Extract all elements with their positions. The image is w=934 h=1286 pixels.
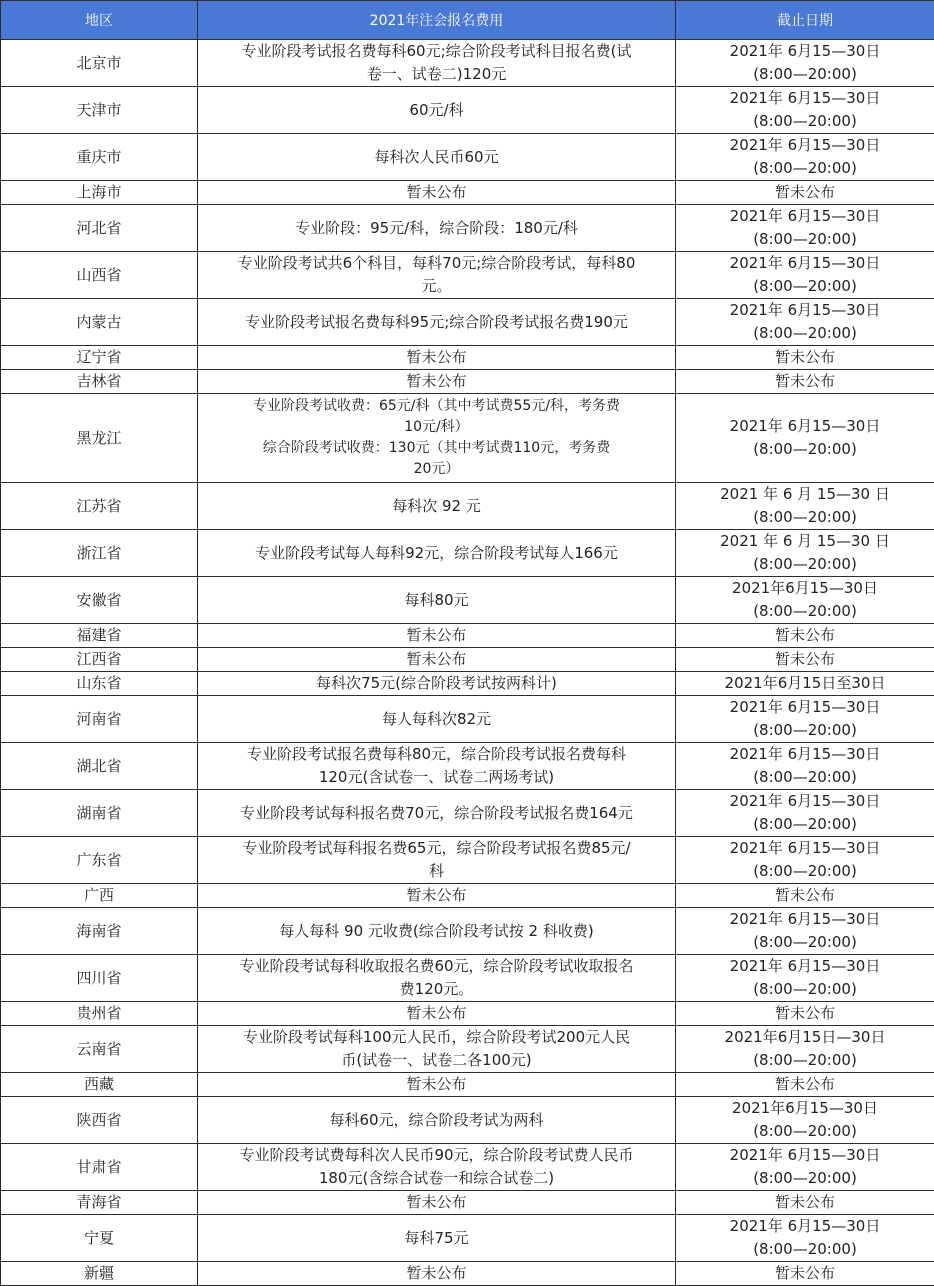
table-row (1, 648, 934, 672)
region-cell: 江苏省 (1, 483, 198, 530)
fee-cell: 每人每科次82元 (198, 696, 676, 743)
fee-cell: 专业阶段考试每科100元人民币，综合阶段考试200元人民 币(试卷一、试卷二各100元) (198, 1026, 676, 1073)
fee-cell: 每科80元 (198, 577, 676, 624)
fee-cell: 暂未公布 (198, 1002, 676, 1026)
deadline-cell: 2021年 6月15—30日 (8:00—20:00) (676, 743, 934, 790)
table-row (1, 837, 934, 884)
region-cell: 河北省 (1, 205, 198, 252)
deadline-cell: 暂未公布 (676, 346, 934, 370)
table-row (1, 394, 934, 483)
fee-cell: 暂未公布 (198, 181, 676, 205)
region-cell: 西藏 (1, 1073, 198, 1097)
table-row (1, 790, 934, 837)
table-row (1, 346, 934, 370)
deadline-cell: 2021年 6月15—30日 (8:00—20:00) (676, 837, 934, 884)
region-cell: 上海市 (1, 181, 198, 205)
deadline-cell: 2021 年 6 月 15—30 日 (8:00—20:00) (676, 530, 934, 577)
fee-cell: 每科75元 (198, 1215, 676, 1262)
region-cell: 山西省 (1, 252, 198, 299)
deadline-cell: 2021年6月15日至30日 (676, 672, 934, 696)
deadline-cell: 2021年 6月15—30日 (8:00—20:00) (676, 40, 934, 87)
fee-cell: 暂未公布 (198, 346, 676, 370)
region-cell: 陕西省 (1, 1097, 198, 1144)
region-cell: 四川省 (1, 955, 198, 1002)
deadline-cell: 暂未公布 (676, 624, 934, 648)
region-cell: 北京市 (1, 40, 198, 87)
fee-cell: 专业阶段考试报名费每科95元;综合阶段考试报名费190元 (198, 299, 676, 346)
table-row (1, 87, 934, 134)
fee-cell: 暂未公布 (198, 1262, 676, 1286)
deadline-cell: 2021年 6月15—30日 (8:00—20:00) (676, 790, 934, 837)
deadline-cell: 暂未公布 (676, 181, 934, 205)
table-row (1, 483, 934, 530)
region-cell: 江西省 (1, 648, 198, 672)
fee-cell: 专业阶段考试费每科次人民币90元，综合阶段考试费人民币 180元(含综合试卷一和综合试卷二) (198, 1144, 676, 1191)
region-cell: 天津市 (1, 87, 198, 134)
deadline-cell: 2021年 6月15—30日 (8:00—20:00) (676, 134, 934, 181)
deadline-cell: 2021年 6月15—30日 (8:00—20:00) (676, 696, 934, 743)
table-row (1, 205, 934, 252)
fee-cell: 暂未公布 (198, 648, 676, 672)
region-cell: 黑龙江 (1, 394, 198, 483)
region-cell: 新疆 (1, 1262, 198, 1286)
region-cell: 贵州省 (1, 1002, 198, 1026)
deadline-cell: 暂未公布 (676, 1191, 934, 1215)
deadline-cell: 2021年 6月15—30日 (8:00—20:00) (676, 955, 934, 1002)
deadline-cell: 暂未公布 (676, 1073, 934, 1097)
header-region: 地区 (1, 1, 198, 40)
region-cell: 河南省 (1, 696, 198, 743)
fee-cell: 专业阶段考试每人每科92元，综合阶段考试每人166元 (198, 530, 676, 577)
table-row (1, 672, 934, 696)
fee-cell: 专业阶段考试报名费每科80元，综合阶段考试报名费每科 120元(含试卷一、试卷二两场考试) (198, 743, 676, 790)
deadline-cell: 2021年 6月15—30日 (8:00—20:00) (676, 299, 934, 346)
table-row (1, 370, 934, 394)
table-row (1, 1002, 934, 1026)
fee-cell: 暂未公布 (198, 884, 676, 908)
deadline-cell: 暂未公布 (676, 1262, 934, 1286)
fee-cell: 专业阶段考试每科报名费70元，综合阶段考试报名费164元 (198, 790, 676, 837)
table-row (1, 696, 934, 743)
table-row (1, 134, 934, 181)
deadline-cell: 2021年 6月15—30日 (8:00—20:00) (676, 394, 934, 483)
fee-cell: 暂未公布 (198, 1191, 676, 1215)
deadline-cell: 2021年 6月15—30日 (8:00—20:00) (676, 1144, 934, 1191)
fee-cell: 暂未公布 (198, 370, 676, 394)
region-cell: 广东省 (1, 837, 198, 884)
table-row (1, 299, 934, 346)
region-cell: 云南省 (1, 1026, 198, 1073)
region-cell: 辽宁省 (1, 346, 198, 370)
header-row (1, 1, 934, 40)
region-cell: 甘肃省 (1, 1144, 198, 1191)
deadline-cell: 暂未公布 (676, 884, 934, 908)
deadline-cell: 暂未公布 (676, 1002, 934, 1026)
region-cell: 内蒙古 (1, 299, 198, 346)
table-row (1, 1144, 934, 1191)
fee-cell: 专业阶段：95元/科，综合阶段：180元/科 (198, 205, 676, 252)
table-row (1, 530, 934, 577)
table-row (1, 1215, 934, 1262)
deadline-cell: 2021年6月15—30日 (8:00—20:00) (676, 1097, 934, 1144)
region-cell: 海南省 (1, 908, 198, 955)
region-cell: 福建省 (1, 624, 198, 648)
table-row (1, 1073, 934, 1097)
table-row (1, 40, 934, 87)
table-row (1, 252, 934, 299)
deadline-cell: 2021年 6月15—30日 (8:00—20:00) (676, 87, 934, 134)
deadline-cell: 2021年6月15日—30日 (8:00—20:00) (676, 1026, 934, 1073)
region-cell: 吉林省 (1, 370, 198, 394)
deadline-cell: 暂未公布 (676, 648, 934, 672)
table-row (1, 181, 934, 205)
region-cell: 湖北省 (1, 743, 198, 790)
fee-cell: 专业阶段考试每科报名费65元，综合阶段考试报名费85元/ 科 (198, 837, 676, 884)
table-row (1, 884, 934, 908)
fee-cell: 每科60元，综合阶段考试为两科 (198, 1097, 676, 1144)
deadline-cell: 2021年 6月15—30日 (8:00—20:00) (676, 252, 934, 299)
table-row (1, 955, 934, 1002)
fee-cell: 每人每科 90 元收费(综合阶段考试按 2 科收费) (198, 908, 676, 955)
region-cell: 山东省 (1, 672, 198, 696)
fee-cell: 60元/科 (198, 87, 676, 134)
table-row (1, 743, 934, 790)
fee-cell: 暂未公布 (198, 624, 676, 648)
deadline-cell: 2021年6月15—30日 (8:00—20:00) (676, 577, 934, 624)
deadline-cell: 2021年 6月15—30日 (8:00—20:00) (676, 1215, 934, 1262)
region-cell: 浙江省 (1, 530, 198, 577)
table-row (1, 1191, 934, 1215)
table-row (1, 1262, 934, 1286)
header-fee: 2021年注会报名费用 (198, 1, 676, 40)
deadline-cell: 2021年 6月15—30日 (8:00—20:00) (676, 205, 934, 252)
region-cell: 青海省 (1, 1191, 198, 1215)
region-cell: 重庆市 (1, 134, 198, 181)
table-row (1, 1097, 934, 1144)
table-row (1, 1026, 934, 1073)
deadline-cell: 2021 年 6 月 15—30 日 (8:00—20:00) (676, 483, 934, 530)
region-cell: 宁夏 (1, 1215, 198, 1262)
fee-cell: 每科次75元(综合阶段考试按两科计) (198, 672, 676, 696)
fee-cell: 专业阶段考试每科收取报名费60元，综合阶段考试收取报名 费120元。 (198, 955, 676, 1002)
region-cell: 湖南省 (1, 790, 198, 837)
fee-cell: 专业阶段考试共6个科目，每科70元;综合阶段考试，每科80 元。 (198, 252, 676, 299)
table-row (1, 624, 934, 648)
fee-cell: 专业阶段考试收费：65元/科（其中考试费55元/科，考务费 10元/科） 综合阶段考试收费：130元（其中考试费110元，考务费 20元） (198, 394, 676, 483)
deadline-cell: 暂未公布 (676, 370, 934, 394)
table-row (1, 577, 934, 624)
fee-cell: 暂未公布 (198, 1073, 676, 1097)
fee-cell: 专业阶段考试报名费每科60元;综合阶段考试科目报名费(试 卷一、试卷二)120元 (198, 40, 676, 87)
fee-cell: 每科次人民币60元 (198, 134, 676, 181)
table-row (1, 908, 934, 955)
region-cell: 广西 (1, 884, 198, 908)
region-cell: 安徽省 (1, 577, 198, 624)
header-deadline: 截止日期 (676, 1, 934, 40)
fee-cell: 每科次 92 元 (198, 483, 676, 530)
deadline-cell: 2021年 6月15—30日 (8:00—20:00) (676, 908, 934, 955)
